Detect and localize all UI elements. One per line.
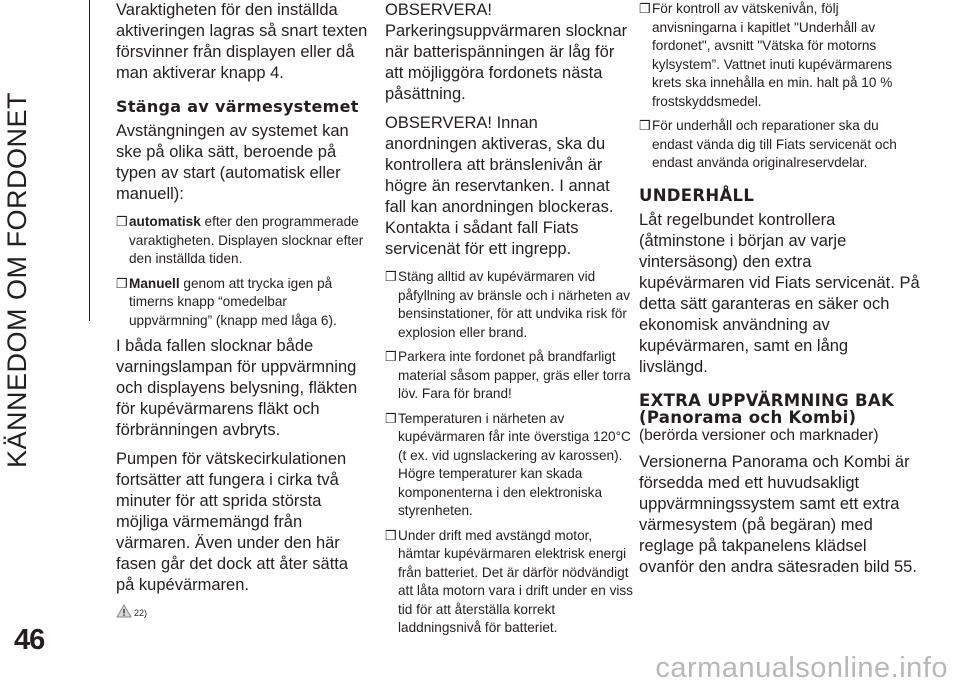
warning-ref-number: 22): [134, 608, 148, 618]
paragraph: Pumpen för vätskecirkulationen fortsätter att fungera i cirka två minuter för att sprida största möjliga värmemängd från värmaren. Även under den här fasen går det dock att åter sätta på kupévärmaren.: [116, 450, 349, 594]
list-item: [385, 348, 633, 404]
list-item-text: efter den programmerade varaktigheten. Displayen slocknar efter den inställda tiden.: [129, 214, 364, 266]
checkbox-bullet-icon: ❒: [385, 349, 397, 364]
list-item: [116, 213, 368, 269]
paragraph: Varaktigheten för den inställda aktiveringen lagras så snart texten försvinner från displayen eller då man aktiverar knapp 4.: [116, 1, 368, 82]
column-3: [639, 0, 921, 586]
warning-triangle-icon: [116, 604, 132, 618]
watermark: carmanualsonline.info: [655, 652, 948, 684]
list-item: [385, 527, 633, 638]
heading-maintenance: UNDERHÅLL: [639, 185, 755, 205]
list-item-text: genom att trycka igen på timerns knapp “omedelbar uppvärmning” (knapp med låga 6).: [129, 275, 337, 328]
section-label: KÄNNEDOM OM FORDONET: [2, 91, 32, 468]
checkbox-bullet-icon: ❒: [116, 275, 128, 291]
checkbox-bullet-icon: ❒: [385, 269, 397, 284]
page-number: 46: [14, 624, 45, 656]
list-item-text: Under drift med avstängd motor, hämtar kupévärmaren elektrisk energi från batteriet. Det är därför nödvändigt att låta motorn vara i drift under en viss tid för att återställa korrekt laddningsnivå för batteriet.: [398, 527, 633, 635]
list-item: [639, 117, 921, 173]
list-item: [639, 0, 921, 111]
list-item: [385, 410, 633, 521]
list-item-lead: automatisk: [129, 214, 201, 229]
column-1: [116, 0, 368, 618]
list-item: [116, 275, 368, 331]
paragraph: Versionerna Panorama och Kombi är försedda med ett huvudsakligt uppvärmningssystem samt ett extra värmesystem (på begäran) med reglage på takpanelens klädsel ovanför den andra sätesraden bild 55.: [639, 452, 917, 576]
checkbox-bullet-icon: ❒: [385, 527, 397, 543]
list-item-text: För underhåll och reparationer ska du endast vända dig till Fiats servicenät och endast använda originalreservdelar.: [652, 118, 897, 170]
paragraph: OBSERVERA! Innan anordningen aktiveras, ska du kontrollera att bränslenivån är högre än reservtanken. I annat fall kan anordningen blockeras. Kontakta i sådant fall Fiats servicenät för ett ingrepp.: [385, 114, 614, 258]
heading-extra-rear-heating: EXTRA UPPVÄRMNING BAK (Panorama och Kombi): [639, 390, 895, 427]
paragraph: OBSERVERA! Parkeringsuppvärmaren slocknar när batterispänningen är låg för att möjliggöra fordonets nästa påsättning.: [385, 1, 628, 103]
list-item-text: För kontroll av vätskenivån, följ anvisningarna i kapitlet "Underhåll av fordonet", avsnitt "Vätska för motorns kylsystem”. Vattnet inuti kupévärmarens krets ska innehålla en min. halt på 10 % frostskyddsmedel.: [652, 1, 893, 109]
heading-subtitle: (berörda versioner och marknader): [639, 426, 879, 444]
column-2: [385, 0, 633, 644]
warning-reference: [116, 604, 368, 618]
list-item-text: Temperaturen i närheten av kupévärmaren får inte överstiga 120°C (t ex. vid ugnslackering av karossen). Högre temperaturer kan skada komponenterna i den elektroniska styrenheten.: [398, 410, 631, 518]
list-item-text: Stäng alltid av kupévärmaren vid påfyllning av bränsle och i närheten av bensinstationer, för att undvika risk för explosion eller brand.: [398, 269, 630, 340]
checkbox-bullet-icon: ❒: [385, 410, 397, 426]
paragraph: Låt regelbundet kontrollera (åtminstone i början av varje vintersäsong) den extra kupévärmaren vid Fiats servicenät. På detta sätt garanteras en säker och ekonomisk användning av kupévärmaren, samt en lång livslängd.: [639, 210, 920, 376]
checkbox-bullet-icon: ❒: [639, 1, 651, 16]
paragraph: Avstängningen av systemet kan ske på olika sätt, beroende på typen av start (automatisk eller manuell):: [116, 122, 349, 203]
list-item-text: Parkera inte fordonet på brandfarligt material såsom papper, gräs eller torra löv. Fara för brand!: [398, 349, 631, 401]
heading-turn-off-heating: Stänga av värmesystemet: [116, 97, 359, 116]
list-item: [385, 268, 633, 342]
list-item-lead: Manuell: [129, 275, 180, 291]
checkbox-bullet-icon: ❒: [116, 214, 128, 229]
side-divider: [89, 0, 90, 321]
paragraph: I båda fallen slocknar både varningslampan för uppvärmning och displayens belysning, fläkten för kupévärmarens fläkt och förbränningen avbryts.: [116, 337, 358, 439]
checkbox-bullet-icon: ❒: [639, 118, 651, 133]
